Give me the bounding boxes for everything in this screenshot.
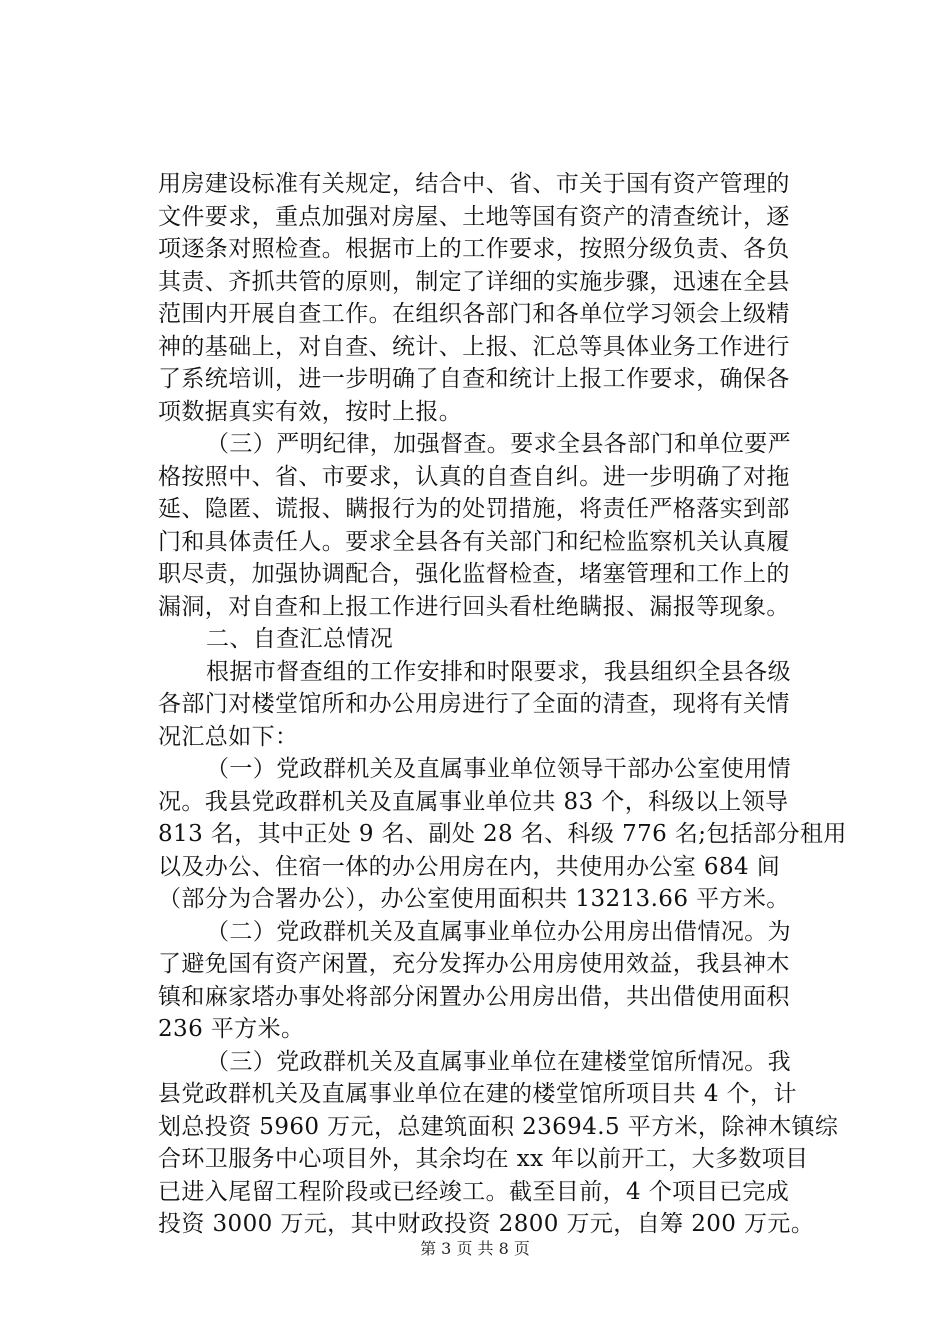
text-line: 县党政群机关及直属事业单位在建的楼堂馆所项目共 4 个，计: [158, 1081, 797, 1107]
text-line: 况汇总如下：: [158, 723, 299, 750]
text-line: 813 名，其中正处 9 名、副处 28 名、科级 776 名;包括部分租用: [158, 821, 847, 847]
text-line: 范围内开展自查工作。在组织各部门和各单位学习领会上级精: [158, 301, 790, 327]
text-line: 了系统培训，进一步明确了自查和统计上报工作要求，确保各: [158, 366, 790, 392]
page-footer: 第 3 页 共 8 页: [420, 1239, 530, 1258]
paragraph-start-line: （二）党政群机关及直属事业单位办公用房出借情况。为: [206, 918, 791, 945]
paragraph-start-line: （三）严明纪律，加强督查。要求全县各部门和单位要严: [206, 431, 791, 457]
paragraph-start-line: （一）党政群机关及直属事业单位领导干部办公室使用情: [206, 756, 791, 782]
text-line: 各部门对楼堂馆所和办公用房进行了全面的清查，现将有关情: [158, 691, 790, 717]
text-line: 文件要求，重点加强对房屋、土地等国有资产的清查统计，逐: [158, 203, 790, 230]
text-line: 以及办公、住宿一体的办公用房在内，共使用办公室 684 间: [158, 853, 781, 880]
text-line: 神的基础上，对自查、统计、上报、汇总等具体业务工作进行: [158, 333, 790, 360]
text-line: 门和具体责任人。要求全县各有关部门和纪检监察机关认真履: [158, 528, 790, 555]
text-line: 投资 3000 万元，其中财政投资 2800 万元，自筹 200 万元。: [158, 1211, 815, 1237]
text-line: 延、隐匿、谎报、瞒报行为的处罚措施，将责任严格落实到部: [158, 496, 790, 522]
section-heading: 二、自查汇总情况: [206, 626, 394, 652]
paragraph-start-line: 根据市督查组的工作安排和时限要求，我县组织全县各级: [206, 658, 791, 685]
text-line: 用房建设标准有关规定，结合中、省、市关于国有资产管理的: [158, 171, 790, 197]
text-line: 项数据真实有效，按时上报。: [158, 398, 463, 425]
text-line: （部分为合署办公），办公室使用面积共 13213.66 平方米。: [158, 886, 790, 912]
text-line: 项逐条对照检查。根据市上的工作要求，按照分级负责、各负: [158, 236, 790, 262]
paragraph-start-line: （三）党政群机关及直属事业单位在建楼堂馆所情况。我: [206, 1048, 791, 1075]
text-line: 其责、齐抓共管的原则，制定了详细的实施步骤，迅速在全县: [158, 268, 790, 295]
text-line: 况。我县党政群机关及直属事业单位共 83 个，科级以上领导: [158, 788, 789, 815]
text-line: 职尽责，加强协调配合，强化监督检查，堵塞管理和工作上的: [158, 561, 790, 587]
text-line: 236 平方米。: [158, 1016, 305, 1042]
text-line: 了避免国有资产闲置，充分发挥办公用房使用效益，我县神木: [158, 951, 790, 977]
text-line: 划总投资 5960 万元，总建筑面积 23694.5 平方米，除神木镇综: [158, 1113, 839, 1140]
text-line: 合环卫服务中心项目外，其余均在 xx 年以前开工，大多数项目: [158, 1146, 809, 1172]
text-line: 漏洞，对自查和上报工作进行回头看杜绝瞒报、漏报等现象。: [158, 593, 790, 620]
text-line: 镇和麻家塔办事处将部分闲置办公用房出借，共出借使用面积: [158, 983, 790, 1010]
text-line: 已进入尾留工程阶段或已经竣工。截至目前，4 个项目已完成: [158, 1178, 790, 1205]
text-line: 格按照中、省、市要求，认真的自查自纠。进一步明确了对拖: [158, 463, 790, 490]
document-body: [158, 168, 847, 1241]
